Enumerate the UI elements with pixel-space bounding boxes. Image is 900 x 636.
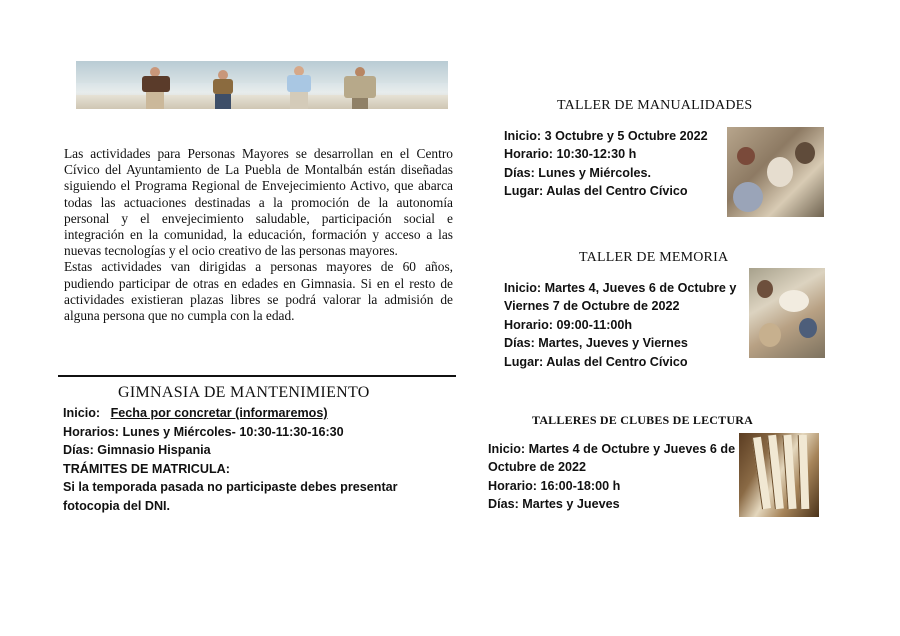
lectura-details [488,440,738,514]
lectura-dias: Días: Martes y Jueves [488,497,620,512]
intro-paragraph-1: Las actividades para Personas Mayores se desarrollan en el Centro Cívico del Ayuntamiento de La Puebla de Montalbán están diseñadas siguiendo el Programa Regional de Envejecimiento Activo, que abarca todas las actuaciones destinadas a la promoción de la autonomía personal y el envejecimiento saludable, participación social e integración en la comunidad, la educación, formación y acceso a las nuevas tecnologías y el ocio creativo de las personas mayores. [64,146,453,259]
lectura-title: TALLERES DE CLUBES DE LECTURA [532,413,753,427]
lectura-horario: Horario: 16:00-18:00 h [488,478,621,493]
memoria-lugar: Lugar: Aulas del Centro Cívico [504,354,688,369]
section-divider [58,375,456,377]
memoria-horario: Horario: 09:00-11:00h [504,317,633,332]
manualidades-lugar: Lugar: Aulas del Centro Cívico [504,184,688,199]
manualidades-horario: Horario: 10:30-12:30 h [504,147,637,162]
intro-paragraph-2: Estas actividades van dirigidas a personas mayores de 60 años, pudiendo participar de otras en edades en Gimnasia. Si en el resto de actividades existieran plazas libres se podrá valorar la admisión de alguna persona que no cumpla con la edad. [64,259,453,324]
gimnasia-inicio [63,404,453,423]
gimnasia-nota: Si la temporada pasada no participaste debes presentar fotocopia del DNI. [63,480,398,513]
memoria-title: TALLER DE MEMORIA [579,250,729,265]
gimnasia-details [63,404,453,515]
gimnasia-horarios: Horarios: Lunes y Miércoles- 10:30-11:30-16:30 [63,424,344,439]
gimnasia-dias: Días: Gimnasio Hispania [63,443,211,457]
banner-photo [76,61,448,109]
gimnasia-title: GIMNASIA DE MANTENIMIENTO [118,384,370,401]
intro-text [64,146,453,324]
manualidades-title: TALLER DE MANUALIDADES [557,98,753,113]
gimnasia-inicio-value: Fecha por concretar (informaremos) [110,406,328,420]
memoria-inicio: Inicio: Martes 4, Jueves 6 de Octubre y Viernes 7 de Octubre de 2022 [504,281,737,314]
memoria-details [504,279,748,371]
memoria-dias: Días: Martes, Jueves y Viernes [504,336,688,351]
manualidades-photo [727,127,824,217]
lectura-photo [739,433,819,517]
lectura-inicio: Inicio: Martes 4 de Octubre y Jueves 6 de Octubre de 2022 [488,442,736,475]
manualidades-details [504,127,726,201]
gimnasia-inicio-label: Inicio: [63,406,101,420]
manualidades-inicio: Inicio: 3 Octubre y 5 Octubre 2022 [504,129,708,143]
memoria-photo [749,268,825,358]
gimnasia-tramites: TRÁMITES DE MATRICULA: [63,461,230,476]
manualidades-dias: Días: Lunes y Miércoles. [504,165,651,180]
